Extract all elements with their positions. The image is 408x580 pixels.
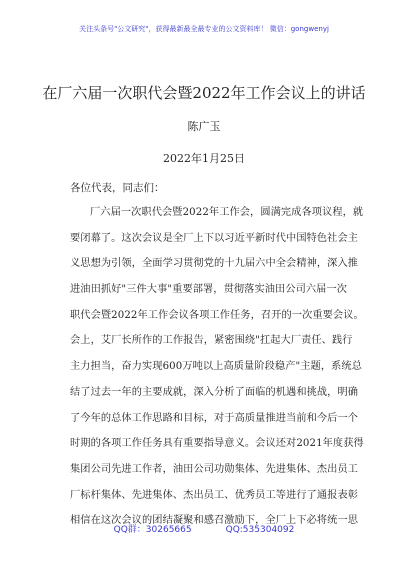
- body-line: 职代会暨2022年工作会议各项工作任务，召开的一次重要会议。: [70, 309, 364, 321]
- body-line: 集团公司先进工作者，油田公司功勋集体、先进集体、杰出员工: [70, 463, 359, 475]
- body-line: 时期的各项工作任务具有重要指导意义。会议还对2021年度获得: [70, 438, 364, 450]
- body-line: 厂标杆集体、先进集体、杰出员工、优秀员工等进行了通报表彰: [70, 489, 359, 501]
- greeting: 各位代表，同志们：: [70, 182, 165, 194]
- body-text: [70, 203, 370, 537]
- body-line: 主力担当，奋力实现600万吨以上高质量阶段稳产"主题，系统总: [70, 361, 363, 373]
- body-line: 义思想为引领，全面学习贯彻党的十九届六中全会精神，深入推: [70, 258, 359, 270]
- body-line: 结了过去一年的主要成就，深入分析了面临的机遇和挑战，明确: [70, 386, 359, 398]
- author-name: 陈广玉: [187, 120, 221, 133]
- body-line: 了今年的总体工作思路和目标，对于高质量推进当前和今后一个: [70, 412, 359, 424]
- footer-qq: QQ:535304092: [225, 525, 295, 535]
- footer-contact: [0, 522, 408, 535]
- body-line: 厂六届一次职代会暨2022年工作会，圆满完成各项议程，就: [90, 207, 364, 218]
- body-line: 进油田抓好"三件大事"重要部署，贯彻落实油田公司六届一次: [70, 284, 348, 296]
- page-title: 在厂六届一次职代会暨2022年工作会议上的讲话: [42, 84, 366, 102]
- body-line: 会上，艾厂长所作的工作报告，紧密围绕"扛起大厂责任、践行: [70, 335, 353, 347]
- body-line: 要闭幕了。这次会议是全厂上下以习近平新时代中国特色社会主: [70, 232, 359, 244]
- speech-date: 2022年1月25日: [163, 152, 245, 165]
- footer-qq-group: QQ群：30265665: [113, 525, 192, 535]
- header-note: 关注头条号"公文研究"，获得最新最全最专业的公文资料库！ 微信：gongwenyj: [79, 25, 329, 33]
- body-line: 相信在这次会议的团结凝聚和感召激励下，全厂上下必将统一思: [70, 515, 359, 527]
